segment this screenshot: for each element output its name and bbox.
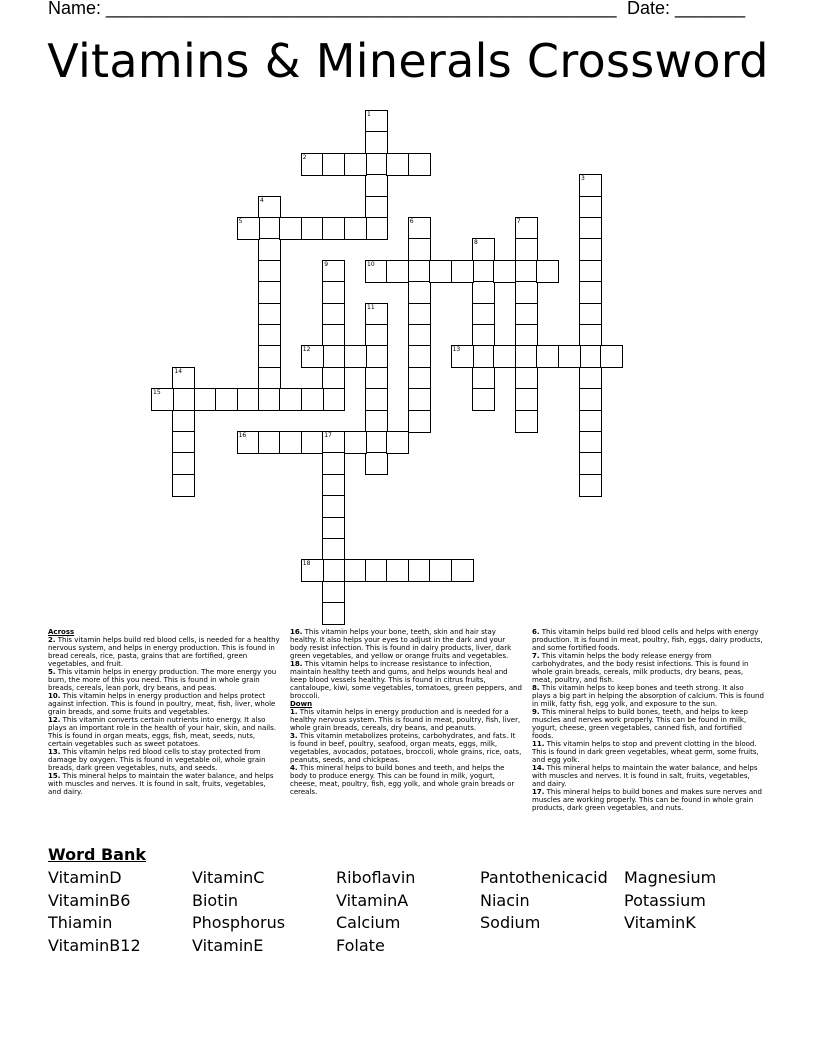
down-heading: Down: [290, 700, 313, 708]
crossword-cell[interactable]: [515, 281, 538, 304]
crossword-cell[interactable]: [258, 388, 281, 411]
word-bank-item: VitaminE: [192, 935, 264, 955]
clue-number: 3: [581, 175, 585, 183]
crossword-cell[interactable]: [579, 410, 602, 433]
crossword-cell[interactable]: [322, 217, 345, 240]
crossword-cell[interactable]: [579, 367, 602, 390]
crossword-cell[interactable]: [408, 217, 431, 240]
clues-column-2: [290, 628, 522, 796]
crossword-cell[interactable]: [215, 388, 238, 411]
crossword-cell[interactable]: [322, 345, 345, 368]
clue-down-9: 9. This mineral helps to build bones, teeth, and helps to keep muscles and nerves work properly. This can be found in milk, yogurt, cheese, green vegetables, canned fish, and fortified foods.: [532, 708, 748, 740]
word-bank-item: VitaminC: [192, 868, 265, 887]
crossword-cell[interactable]: [515, 388, 538, 411]
crossword-cell[interactable]: [579, 196, 602, 219]
clue-across-15: 15. This mineral helps to maintain the water balance, and helps with muscles and nerves. It is found in salt, fruits, vegetables, and dairy.: [48, 772, 274, 796]
crossword-cell[interactable]: [472, 260, 495, 283]
clue-across-13: 13. This vitamin helps red blood cells to stay protected from damage by oxygen. This is found in vegetable oil, whole grain breads, dark green vegetables, nuts, and seeds.: [48, 748, 266, 772]
crossword-cell[interactable]: [172, 410, 195, 433]
crossword-cell[interactable]: [322, 495, 345, 518]
crossword-cell[interactable]: [258, 345, 281, 368]
word-bank-item: Sodium: [480, 913, 541, 932]
crossword-cell[interactable]: [408, 345, 431, 368]
crossword-cell[interactable]: [579, 431, 602, 454]
clue-down-17: 17. This mineral helps to build bones and makes sure nerves and muscles are working properly. This can be found in whole grain products, dark green vegetables, and nuts.: [532, 788, 762, 812]
clue-number: 9: [324, 260, 329, 268]
clue-number: 12: [302, 346, 311, 354]
clue-number: 8: [474, 239, 478, 247]
crossword-cell[interactable]: [408, 153, 431, 176]
crossword-cell[interactable]: [322, 260, 345, 283]
crossword-cell[interactable]: [472, 345, 495, 368]
crossword-cell[interactable]: [579, 281, 602, 304]
crossword-cell[interactable]: [579, 324, 602, 347]
crossword-cell[interactable]: [237, 217, 260, 240]
crossword-cell[interactable]: [451, 559, 474, 582]
clue-across-18: 18. This vitamin helps to increase resistance to infection, maintain healthy teeth and gums, and helps wounds heal and keep blood vessels healthy. This is found in citrus fruits, cantaloupe, kiwi, some vegetables, tomatoes, green peppers, and broccoli.: [290, 660, 522, 700]
clue-across-10: 10. This vitamin helps in energy production and helps protect against infection. This is found in poultry, meat, fish, liver, whole grain breads, and some fruits and vegetables.: [48, 692, 276, 716]
clue-number: 13: [452, 346, 461, 354]
crossword-cell[interactable]: [408, 324, 431, 347]
clue-number: 7: [516, 218, 521, 225]
word-bank-item: VitaminB6: [48, 890, 131, 910]
clue-down-4: 4. This mineral helps to build bones and teeth, and helps the body to produce energy. This can be found in milk, yogurt, cheese, meat, poultry, fish, egg yolk, and whole grain breads or cereals.: [290, 764, 515, 796]
crossword-cell[interactable]: [579, 345, 602, 368]
clue-across-16: 16. This vitamin helps your bone, teeth, skin and hair stay healthy. It also helps your eyes to adjust in the dark and your body resist infection. This is found in dairy products, liver, dark green vegetables, and yellow or orange fruits and vegetables.: [290, 628, 512, 660]
crossword-cell[interactable]: [258, 431, 281, 454]
crossword-cell[interactable]: [386, 431, 409, 454]
crossword-cell[interactable]: [322, 581, 345, 604]
clues-column-1: [48, 628, 280, 796]
crossword-cell[interactable]: [172, 431, 195, 454]
crossword-cell[interactable]: [279, 388, 302, 411]
word-bank-item: Potassium: [624, 890, 706, 910]
crossword-cell[interactable]: [301, 153, 324, 176]
crossword-cell[interactable]: [172, 388, 195, 411]
crossword-cell[interactable]: [322, 431, 345, 454]
crossword-cell[interactable]: [472, 281, 495, 304]
crossword-cell[interactable]: [365, 110, 388, 133]
crossword-cell[interactable]: [579, 238, 602, 261]
crossword-cell[interactable]: [322, 517, 345, 540]
crossword-cell[interactable]: [365, 260, 388, 283]
word-bank-item: Pantothenicacid: [480, 868, 608, 887]
crossword-cell[interactable]: [365, 324, 388, 347]
crossword-cell[interactable]: [579, 452, 602, 475]
crossword-cell[interactable]: [172, 474, 195, 497]
word-bank-item: Phosphorus: [192, 913, 286, 932]
crossword-cell[interactable]: [237, 388, 260, 411]
word-bank-item: VitaminB12: [48, 935, 141, 955]
word-bank-item: Magnesium: [624, 868, 717, 887]
crossword-cell[interactable]: [322, 474, 345, 497]
crossword-cell[interactable]: [322, 303, 345, 326]
crossword-cell[interactable]: [151, 388, 174, 411]
crossword-cell[interactable]: [258, 217, 281, 240]
crossword-cell[interactable]: [579, 217, 602, 240]
word-bank-item: Biotin: [192, 890, 239, 910]
crossword-cell[interactable]: [322, 367, 345, 390]
crossword-cell[interactable]: [365, 388, 388, 411]
crossword-cell[interactable]: [365, 303, 388, 326]
crossword-cell[interactable]: [579, 260, 602, 283]
crossword-cell[interactable]: [322, 153, 345, 176]
crossword-cell[interactable]: [493, 260, 516, 283]
clue-across-12: 12. This vitamin converts certain nutrients into energy. It also plays an important role in the health of your hair, skin, and nails. This is found in organ meats, eggs, fish, meat, seeds, nuts, certain vegetables such as sweet potatoes.: [48, 716, 276, 748]
word-bank-title: Word Bank: [48, 845, 147, 864]
crossword-cell[interactable]: [451, 345, 474, 368]
crossword-cell[interactable]: [194, 388, 217, 411]
crossword-cell[interactable]: [408, 238, 431, 261]
crossword-cell[interactable]: [515, 238, 538, 261]
crossword-cell[interactable]: [365, 559, 388, 582]
crossword-cell[interactable]: [322, 281, 345, 304]
clue-across-2: 2. This vitamin helps build red blood cells, is needed for a healthy nervous system, and helps in energy production. This is found in bread cereals, rice, pasta, grains that are fortified, green vegetables, and fruit.: [48, 636, 280, 668]
clue-number: 4: [260, 196, 264, 204]
crossword-cell[interactable]: [365, 367, 388, 390]
crossword-cell[interactable]: [515, 324, 538, 347]
clue-across-5: 5. This vitamin helps in energy production. The more energy you burn, the more of this you need. This is found in whole grain breads, cereals, lean pork, dry beans, and peas.: [48, 668, 277, 692]
crossword-cell[interactable]: [301, 217, 324, 240]
crossword-cell[interactable]: [429, 559, 452, 582]
crossword-cell[interactable]: [386, 559, 409, 582]
crossword-cell[interactable]: [386, 153, 409, 176]
clue-down-7: 7. This vitamin helps the body release energy from carbohydrates, and the body resist infections. This is found in whole grain breads, cereals, milk products, dry beans, peas, meat, poultry, and fish.: [532, 652, 749, 684]
crossword-cell[interactable]: [408, 281, 431, 304]
crossword-cell[interactable]: [258, 281, 281, 304]
clue-number: 1: [367, 111, 371, 118]
crossword-cell[interactable]: [365, 196, 388, 219]
crossword-cell[interactable]: [408, 388, 431, 411]
crossword-cell[interactable]: [365, 345, 388, 368]
crossword-cell[interactable]: [451, 260, 474, 283]
crossword-cell[interactable]: [579, 474, 602, 497]
clue-number: 6: [409, 218, 414, 225]
clue-number: 18: [302, 560, 311, 568]
crossword-cell[interactable]: [301, 388, 324, 411]
crossword-cell[interactable]: [344, 217, 367, 240]
crossword-cell[interactable]: [279, 431, 302, 454]
crossword-cell[interactable]: [536, 260, 559, 283]
crossword-cell[interactable]: [493, 345, 516, 368]
clue-down-6: 6. This vitamin helps build red blood cells and helps with energy production. It is found in meat, poultry, fish, eggs, dairy products, and some fortified foods.: [532, 628, 763, 652]
crossword-cell[interactable]: [386, 260, 409, 283]
crossword-cell[interactable]: [344, 345, 367, 368]
crossword-cell[interactable]: [472, 324, 495, 347]
crossword-cell[interactable]: [472, 367, 495, 390]
across-heading: Across: [48, 628, 75, 636]
clue-down-8: 8. This vitamin helps to keep bones and teeth strong. It also plays a big part in helping the absorption of calcium. This is found in milk, fatty fish, egg yolk, and exposure to the sun.: [532, 684, 764, 708]
crossword-cell[interactable]: [322, 388, 345, 411]
crossword-cell[interactable]: [515, 303, 538, 326]
crossword-cell[interactable]: [429, 260, 452, 283]
clue-down-1: 1. This vitamin helps in energy production and is needed for a healthy nervous system. This is found in meat, poultry, fish, liver, whole grain breads, cereals, dry beans, and peanuts.: [290, 708, 521, 732]
crossword-cell[interactable]: [472, 303, 495, 326]
crossword-cell[interactable]: [322, 602, 345, 625]
crossword-cell[interactable]: [258, 324, 281, 347]
crossword-cell[interactable]: [408, 303, 431, 326]
crossword-cell[interactable]: [536, 345, 559, 368]
crossword-cell[interactable]: [408, 410, 431, 433]
crossword-cell[interactable]: [365, 217, 388, 240]
clue-number: 2: [302, 153, 307, 161]
crossword-cell[interactable]: [365, 153, 388, 176]
clue-number: 17: [324, 432, 332, 439]
crossword-cell[interactable]: [515, 260, 538, 283]
crossword-cell[interactable]: [344, 559, 367, 582]
clue-number: 11: [367, 303, 375, 311]
clue-number: 10: [367, 260, 375, 268]
crossword-cell[interactable]: [408, 260, 431, 283]
word-bank-item: Niacin: [480, 890, 530, 910]
crossword-cell[interactable]: [365, 174, 388, 197]
crossword-cell[interactable]: [408, 559, 431, 582]
clue-down-3: 3. This vitamin metabolizes proteins, carbohydrates, and fats. It is found in beef, poultry, seafood, organ meats, eggs, milk, vegetables, avocados, potatoes, broccoli, whole grains, rice, oats, peanuts, seeds, and chickpeas.: [290, 732, 522, 764]
clue-down-11: 11. This vitamin helps to stop and prevent clotting in the blood. This is found in dark green vegetables, wheat germ, some fruits, and egg yolk.: [532, 740, 759, 764]
crossword-cell[interactable]: [579, 174, 602, 197]
crossword-cell[interactable]: [365, 410, 388, 433]
word-bank-item: Calcium: [336, 913, 401, 932]
date-field-label: Date: _______: [627, 0, 746, 18]
clue-number: 5: [238, 218, 243, 225]
page-title: Vitamins & Minerals Crossword: [47, 34, 769, 88]
crossword-cell[interactable]: [322, 324, 345, 347]
crossword-cell[interactable]: [258, 260, 281, 283]
crossword-cell[interactable]: [344, 431, 367, 454]
crossword-cell[interactable]: [408, 367, 431, 390]
crossword-cell[interactable]: [322, 538, 345, 561]
crossword-cell[interactable]: [365, 452, 388, 475]
crossword-cell[interactable]: [579, 388, 602, 411]
crossword-cell[interactable]: [237, 431, 260, 454]
crossword-cell[interactable]: [515, 217, 538, 240]
clue-down-14: 14. This mineral helps to maintain the water balance, and helps with muscles and nerves. It is found in salt, fruits, vegetables, and dairy.: [532, 764, 758, 788]
clue-number: 15: [153, 389, 161, 397]
word-bank-item: VitaminD: [48, 868, 122, 887]
crossword-cell[interactable]: [344, 153, 367, 176]
crossword-cell[interactable]: [515, 345, 538, 368]
word-bank-item: Riboflavin: [336, 868, 416, 887]
word-bank-item: VitaminK: [624, 913, 696, 932]
word-bank-item: Thiamin: [48, 913, 113, 932]
crossword-cell[interactable]: [600, 345, 623, 368]
crossword-cell[interactable]: [515, 410, 538, 433]
crossword-cell[interactable]: [258, 367, 281, 390]
name-field-label: Name: ___________________________________________________: [48, 0, 617, 18]
clues-column-3: [532, 628, 764, 812]
crossword-cell[interactable]: [301, 345, 324, 368]
word-bank-item: Folate: [336, 935, 385, 955]
crossword-cell[interactable]: [472, 238, 495, 261]
crossword-cell[interactable]: [365, 431, 388, 454]
clue-number: 14: [174, 367, 183, 375]
crossword-cell[interactable]: [279, 217, 302, 240]
crossword-cell[interactable]: [258, 238, 281, 261]
crossword-cell[interactable]: [472, 388, 495, 411]
crossword-cell[interactable]: [365, 131, 388, 154]
crossword-cell[interactable]: [515, 367, 538, 390]
crossword-cell[interactable]: [322, 452, 345, 475]
crossword-cell[interactable]: [579, 303, 602, 326]
crossword-cell[interactable]: [301, 431, 324, 454]
word-bank-item: VitaminA: [336, 890, 409, 910]
crossword-cell[interactable]: [322, 559, 345, 582]
crossword-cell[interactable]: [172, 367, 195, 390]
clue-number: 16: [238, 432, 247, 439]
crossword-cell[interactable]: [258, 196, 281, 219]
crossword-cell[interactable]: [172, 452, 195, 475]
crossword-cell[interactable]: [558, 345, 581, 368]
crossword-cell[interactable]: [301, 559, 324, 582]
crossword-cell[interactable]: [258, 303, 281, 326]
